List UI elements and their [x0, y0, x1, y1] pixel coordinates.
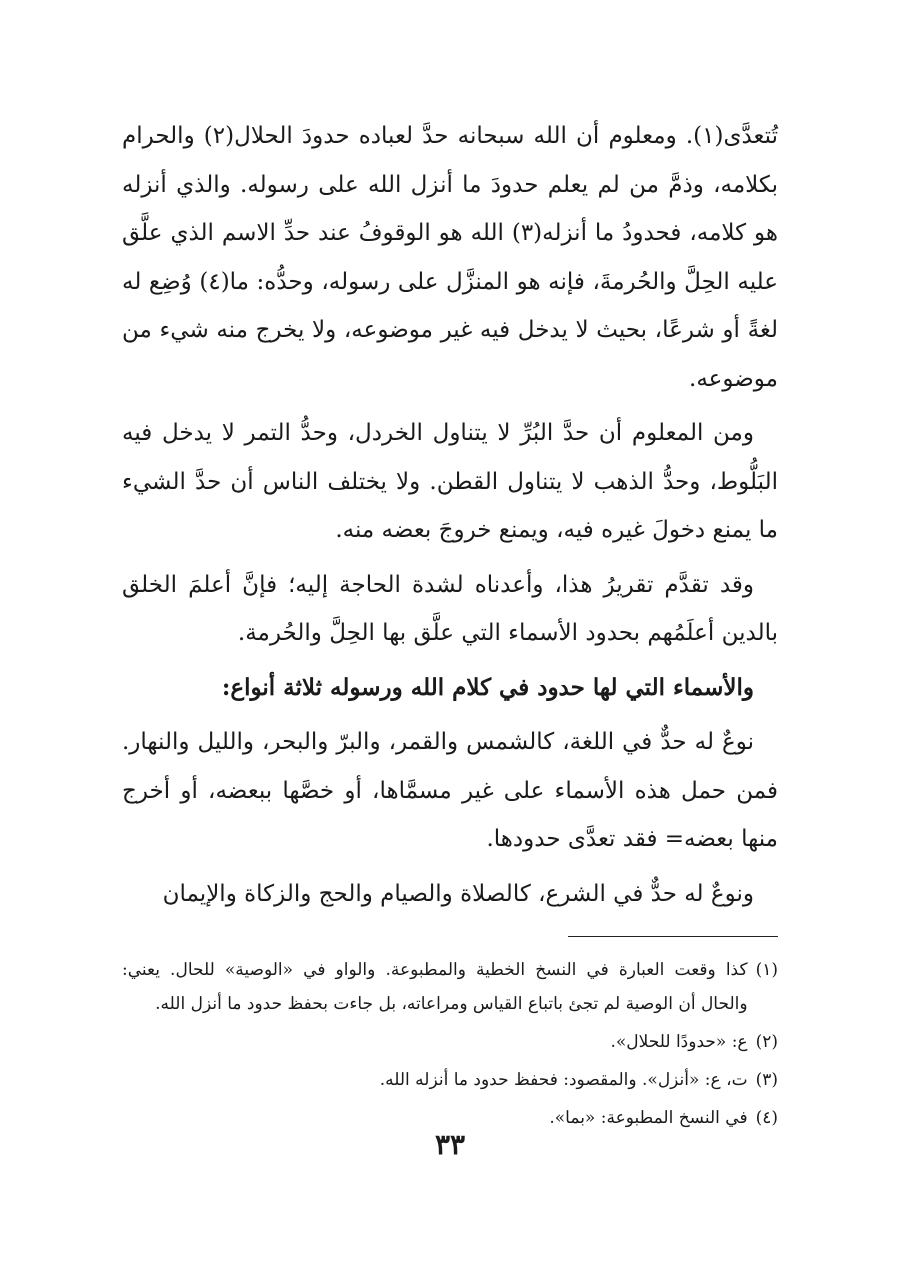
footnote-text: في النسخ المطبوعة: «بما».	[549, 1108, 748, 1128]
footnote-number: (١)	[755, 960, 778, 980]
paragraph-3: وقد تقدَّم تقريرُ هذا، وأعدناه لشدة الحاجة إليه؛ فإنَّ أعلمَ الخلق بالدين أعلَمُهم بحدود الأسماء التي علَّق بها الحِلَّ والحُرمة.	[122, 571, 778, 646]
footnote-text: ع: «حدودًا للحلال».	[610, 1032, 748, 1052]
footnote-number: (٣)	[755, 1070, 778, 1090]
footnote-number: (٢)	[755, 1032, 778, 1052]
book-page	[122, 112, 778, 1139]
page-number: ٣٣	[434, 1128, 466, 1161]
footnote-divider	[568, 936, 778, 937]
footnote-3	[122, 1063, 778, 1097]
footnote-1	[122, 953, 778, 1021]
footnote-text: ت، ع: «أنزل». والمقصود: فحفظ حدود ما أنزله الله.	[379, 1070, 748, 1090]
paragraph-5: ونوعٌ له حدٌّ في الشرع، كالصلاة والصيام والحج والزكاة والإيمان	[162, 880, 754, 907]
section-heading: والأسماء التي لها حدود في كلام الله ورسوله ثلاثة أنواع:	[221, 673, 754, 701]
footnote-number: (٤)	[755, 1108, 778, 1128]
paragraph-1: تُتعدَّى(١). ومعلوم أن الله سبحانه حدَّ لعباده حدودَ الحلال(٢) والحرام بكلامه، وذمَّ من لم يعلم حدودَ ما أنزل الله على رسوله. والذي أنزله هو كلامه، فحدودُ ما أنزله(٣) الله هو الوقوفُ عند حدِّ الاسم الذي علَّق عليه الحِلَّ والحُرمةَ، فإنه هو المنزَّل على رسوله، وحدُّه: ما(٤) وُضِع له لغةً أو شرعًا، بحيث لا يدخل فيه غير موضوعه، ولا يخرج منه شيء من موضوعه.	[122, 123, 779, 392]
footnote-2	[122, 1025, 778, 1059]
paragraph-2: ومن المعلوم أن حدَّ البُرِّ لا يتناول الخردل، وحدُّ التمر لا يدخل فيه البَلُّوط، وحدُّ الذهب لا يتناول القطن. ولا يختلف الناس أن حدَّ الشيء ما يمنع دخولَ غيره فيه، ويمنع خروجَ بعضه منه.	[122, 420, 778, 543]
paragraph-4: نوعٌ له حدٌّ في اللغة، كالشمس والقمر، والبرّ والبحر، والليل والنهار. فمن حمل هذه الأسماء على غير مسمَّاها، أو خصَّها ببعضه، أو أخرج منها بعضه= فقد تعدَّى حدودها.	[122, 729, 778, 852]
footnotes	[122, 953, 778, 1135]
footnote-text: كذا وقعت العبارة في النسخ الخطية والمطبوعة. والواو في «الوصية» للحال. يعني: والحال أن الوصية لم تجئ باتباع القياس ومراعاته، بل جاءت بحفظ حدود ما أنزل الله.	[122, 960, 748, 1014]
